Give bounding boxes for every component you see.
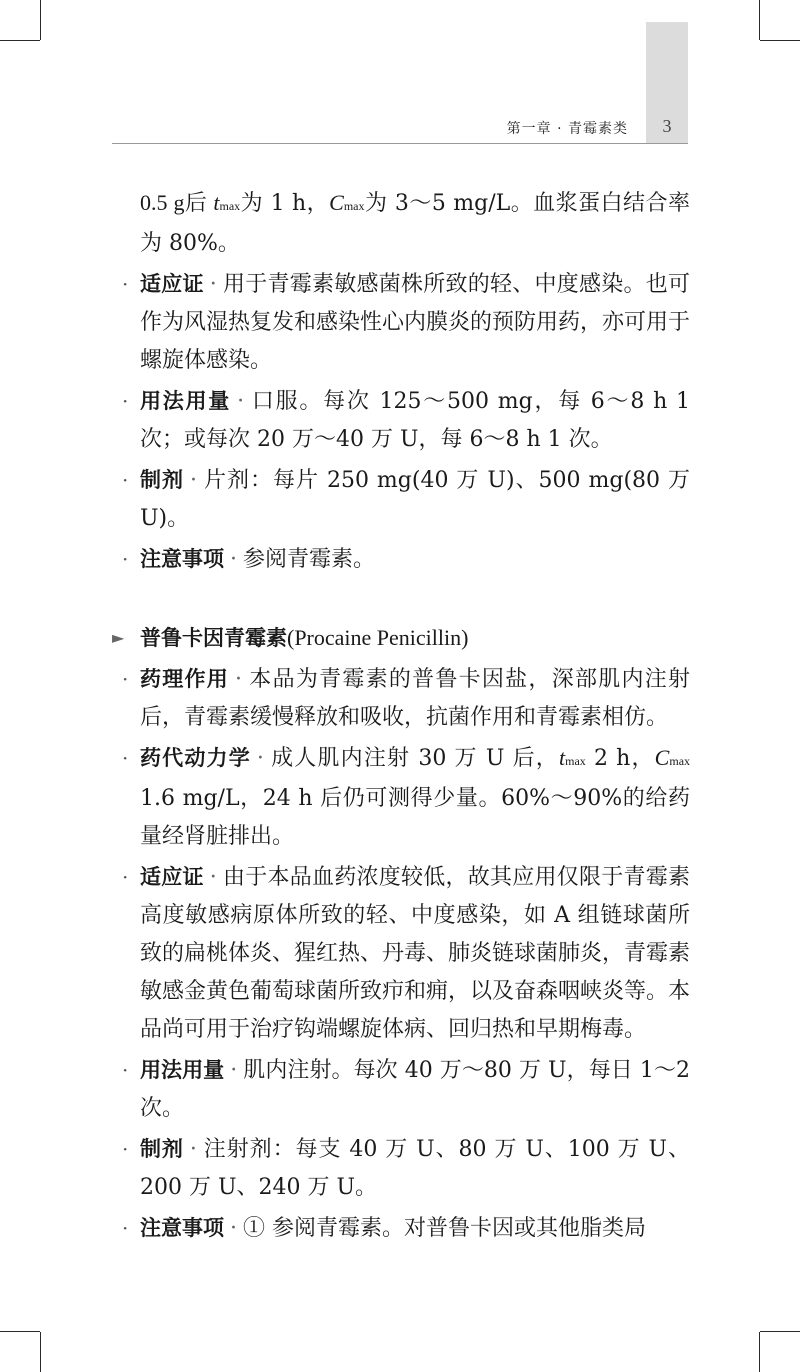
bullet-dot: · <box>122 272 129 296</box>
separator-dot: · <box>230 1058 238 1083</box>
separator-dot: · <box>235 667 243 692</box>
item-text: 注射剂：每支 40 万 U、80 万 U、100 万 U、200 万 U、240 万 U。 <box>140 1137 690 1200</box>
bullet-dot: · <box>122 468 129 492</box>
triangle-arrow-icon: ► <box>112 628 125 647</box>
bullet-dot: · <box>122 1216 129 1240</box>
item-text: 由于本品血药浓度较低，故其应用仅限于青霉素高度敏感病原体所致的轻、中度感染，如 A 组链球菌所致的扁桃体炎、猩红热、丹毒、肺炎链球菌肺炎，青霉素敏感金黄色葡萄球菌所致疖和痈，以及奋森咽峡炎等。本品尚可用于治疗钩端螺旋体病、回归热和早期梅毒。 <box>140 865 691 1042</box>
item-label: 注意事项 <box>140 1216 224 1240</box>
separator-dot: · <box>209 865 217 890</box>
separator-dot: · <box>189 1137 197 1162</box>
item-label: 适应证 <box>140 865 204 889</box>
preparation-item <box>122 461 691 538</box>
dosage-item <box>122 1051 690 1128</box>
drug-heading <box>112 619 690 658</box>
item-label: 用法用量 <box>140 1058 225 1082</box>
item-text: ① 参阅青霉素。对普鲁卡因或其他脂类局 <box>243 1216 646 1241</box>
dosage-item <box>122 382 691 459</box>
intro-paragraph <box>140 184 690 263</box>
item-text: 肌内注射。每次 40 万～80 万 U，每日 1～2 次。 <box>140 1058 690 1121</box>
item-text: 片剂：每片 250 mg(40 万 U)、500 mg(80 万 U)。 <box>140 468 691 531</box>
separator-dot: · <box>237 389 245 414</box>
pk-text-c: 1.6 mg/L，24 h 后仍可测得少量。60%～90%的给药量经肾脏排出。 <box>140 786 690 849</box>
item-label: 制剂 <box>140 468 184 492</box>
bullet-dot: · <box>122 746 129 770</box>
preparation-item <box>122 1130 690 1207</box>
item-text: 参阅青霉素。 <box>243 547 376 572</box>
separator-dot: · <box>230 547 237 572</box>
t-subscript: max <box>565 754 586 768</box>
item-text: 用于青霉素敏感菌株所致的轻、中度感染。也可作为风湿热复发和感染性心内膜炎的预防用药，亦可用于螺旋体感染。 <box>140 272 691 373</box>
t-subscript: max <box>219 199 241 213</box>
item-text: 口服。每次 125～500 mg，每 6～8 h 1 次；或每次 20 万～40 万 U，每 6～8 h 1 次。 <box>140 389 691 452</box>
pk-text-b: 2 h， <box>585 746 655 771</box>
bullet-dot: · <box>122 1058 129 1082</box>
header-rule <box>112 143 688 144</box>
bullet-dot: · <box>122 547 129 571</box>
bullet-dot: · <box>122 1137 129 1161</box>
item-label: 适应证 <box>140 272 204 296</box>
indication-item <box>122 858 691 1049</box>
page-number: 3 <box>662 116 672 136</box>
t-symbol: t <box>213 190 220 215</box>
t-symbol: t <box>558 745 566 770</box>
crop-mark-top-right-v <box>759 0 760 40</box>
drug-name-en: (Procaine Penicillin) <box>287 625 469 650</box>
crop-mark-top-left-v <box>40 0 41 40</box>
intro-text-c: 为 3～5 mg/L。血浆蛋白结合率为 80%。 <box>140 191 690 256</box>
indication-item <box>122 265 691 380</box>
intro-text-b: 为 1 h， <box>240 191 330 216</box>
crop-mark-bottom-left-v <box>40 1332 41 1372</box>
c-subscript: max <box>343 199 365 213</box>
c-symbol: C <box>654 745 670 770</box>
crop-mark-bottom-right-h <box>760 1331 800 1332</box>
precautions-item <box>122 1209 690 1248</box>
separator-dot: · <box>256 746 264 771</box>
c-subscript: max <box>669 754 691 768</box>
crop-mark-bottom-right-v <box>759 1332 760 1372</box>
drug-name-cn: 普鲁卡因青霉素 <box>140 626 287 650</box>
pk-text-a: 成人肌内注射 30 万 U 后， <box>269 746 559 771</box>
crop-mark-bottom-left-h <box>0 1331 40 1332</box>
page-content <box>112 184 691 1250</box>
item-label: 注意事项 <box>140 547 224 571</box>
c-symbol: C <box>329 190 344 215</box>
pharmacokinetics-item <box>122 739 691 856</box>
separator-dot: · <box>190 468 197 493</box>
bullet-dot: · <box>122 667 129 691</box>
precautions-item <box>122 540 690 579</box>
item-label: 制剂 <box>140 1137 184 1161</box>
separator-dot: · <box>209 272 217 297</box>
bullet-dot: · <box>122 865 129 889</box>
item-label: 药理作用 <box>140 667 230 691</box>
item-label: 药代动力学 <box>140 746 251 770</box>
item-text: 本品为青霉素的普鲁卡因盐，深部肌内注射后，青霉素缓慢释放和吸收，抗菌作用和青霉素相仿。 <box>140 667 690 730</box>
bullet-dot: · <box>122 389 129 413</box>
separator-dot: · <box>230 1216 237 1241</box>
intro-text-a: 0.5 g后 <box>140 190 214 215</box>
pharmacology-item <box>122 660 690 737</box>
crop-mark-top-left-h <box>0 40 40 41</box>
running-head: 第一章 · 青霉素类 <box>506 121 628 137</box>
item-label: 用法用量 <box>140 389 232 413</box>
crop-mark-top-right-h <box>760 40 800 41</box>
